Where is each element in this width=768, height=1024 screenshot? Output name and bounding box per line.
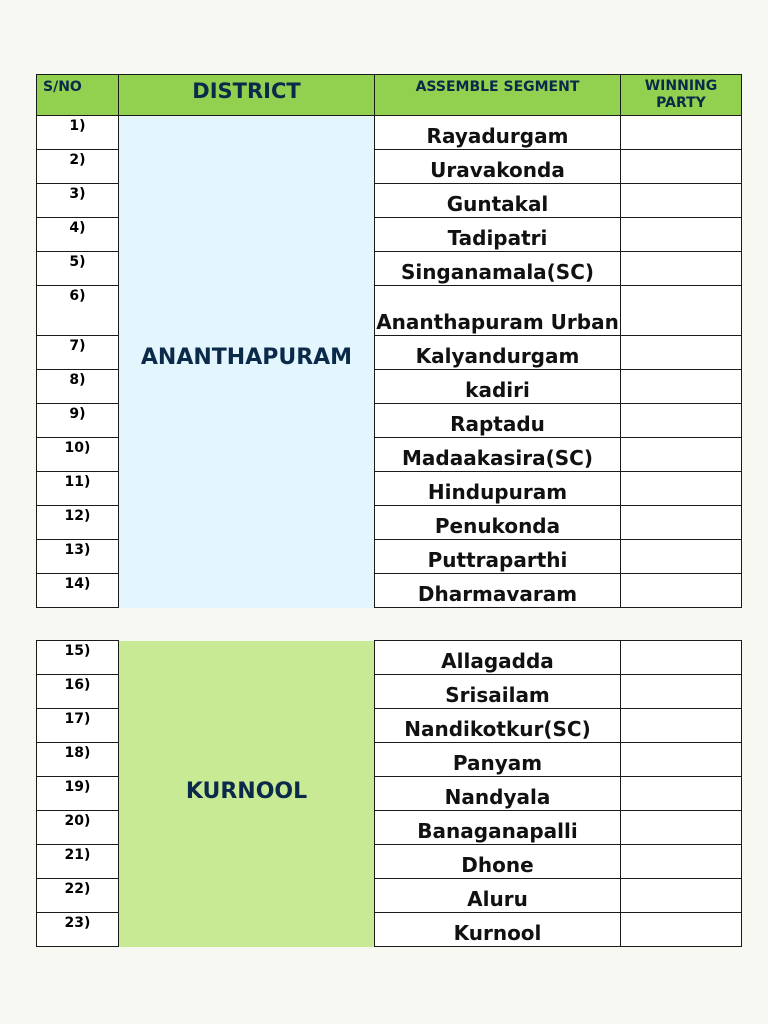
sno-cell: 6) [37,286,119,336]
header-row [37,75,742,116]
sno-cell: 14) [37,574,119,608]
winning-party-cell[interactable] [621,116,742,150]
segment-cell: Banaganapalli [375,811,621,845]
sno-cell: 16) [37,675,119,709]
ananthapuram-table [36,74,742,608]
winning-party-cell[interactable] [621,252,742,286]
sno-cell: 10) [37,438,119,472]
winning-party-cell[interactable] [621,336,742,370]
segment-cell: Uravakonda [375,150,621,184]
segment-cell: Raptadu [375,404,621,438]
sno-cell: 18) [37,743,119,777]
header-sno: S/NO [37,75,119,116]
sno-cell: 19) [37,777,119,811]
winning-party-cell[interactable] [621,574,742,608]
sno-cell: 11) [37,472,119,506]
header-district: DISTRICT [119,75,375,116]
segment-cell: Nandikotkur(SC) [375,709,621,743]
sno-cell: 21) [37,845,119,879]
winning-party-cell[interactable] [621,845,742,879]
kurnool-table [36,640,742,947]
winning-party-cell[interactable] [621,438,742,472]
sno-cell: 9) [37,404,119,438]
segment-cell: Kurnool [375,913,621,947]
segment-cell: Rayadurgam [375,116,621,150]
district-cell-ananthapuram: ANANTHAPURAM [119,116,375,608]
sno-cell: 15) [37,641,119,675]
segment-cell: Kalyandurgam [375,336,621,370]
winning-party-cell[interactable] [621,472,742,506]
sno-cell: 4) [37,218,119,252]
table-row [37,116,742,150]
segment-cell: Penukonda [375,506,621,540]
winning-party-cell[interactable] [621,811,742,845]
winning-party-cell[interactable] [621,540,742,574]
sno-cell: 13) [37,540,119,574]
segment-cell: Nandyala [375,777,621,811]
sno-cell: 5) [37,252,119,286]
sno-cell: 7) [37,336,119,370]
segment-cell: Aluru [375,879,621,913]
winning-party-cell[interactable] [621,675,742,709]
segment-cell: Panyam [375,743,621,777]
segment-cell: Srisailam [375,675,621,709]
segment-cell: Hindupuram [375,472,621,506]
segment-cell: Dhone [375,845,621,879]
winning-party-cell[interactable] [621,286,742,336]
sno-cell: 22) [37,879,119,913]
winning-party-cell[interactable] [621,709,742,743]
table-row [37,641,742,675]
sno-cell: 2) [37,150,119,184]
winning-party-cell[interactable] [621,506,742,540]
segment-cell: Puttraparthi [375,540,621,574]
sno-cell: 8) [37,370,119,404]
segment-cell: Guntakal [375,184,621,218]
sno-cell: 20) [37,811,119,845]
segment-cell: Madaakasira(SC) [375,438,621,472]
winning-party-cell[interactable] [621,404,742,438]
winning-party-cell[interactable] [621,879,742,913]
segment-cell: Singanamala(SC) [375,252,621,286]
winning-party-cell[interactable] [621,913,742,947]
segment-cell: Dharmavaram [375,574,621,608]
segment-cell: Tadipatri [375,218,621,252]
winning-party-cell[interactable] [621,150,742,184]
winning-party-cell[interactable] [621,743,742,777]
winning-party-cell[interactable] [621,370,742,404]
sno-cell: 23) [37,913,119,947]
sno-cell: 1) [37,116,119,150]
winning-party-cell[interactable] [621,641,742,675]
header-winning-party: WINNING PARTY [621,75,742,116]
segment-cell: Ananthapuram Urban [375,286,621,336]
sno-cell: 3) [37,184,119,218]
segment-cell: kadiri [375,370,621,404]
winning-party-cell[interactable] [621,777,742,811]
district-cell-kurnool: KURNOOL [119,641,375,947]
winning-party-cell[interactable] [621,184,742,218]
sno-cell: 12) [37,506,119,540]
sno-cell: 17) [37,709,119,743]
winning-party-cell[interactable] [621,218,742,252]
segment-cell: Allagadda [375,641,621,675]
header-segment: ASSEMBLE SEGMENT [375,75,621,116]
